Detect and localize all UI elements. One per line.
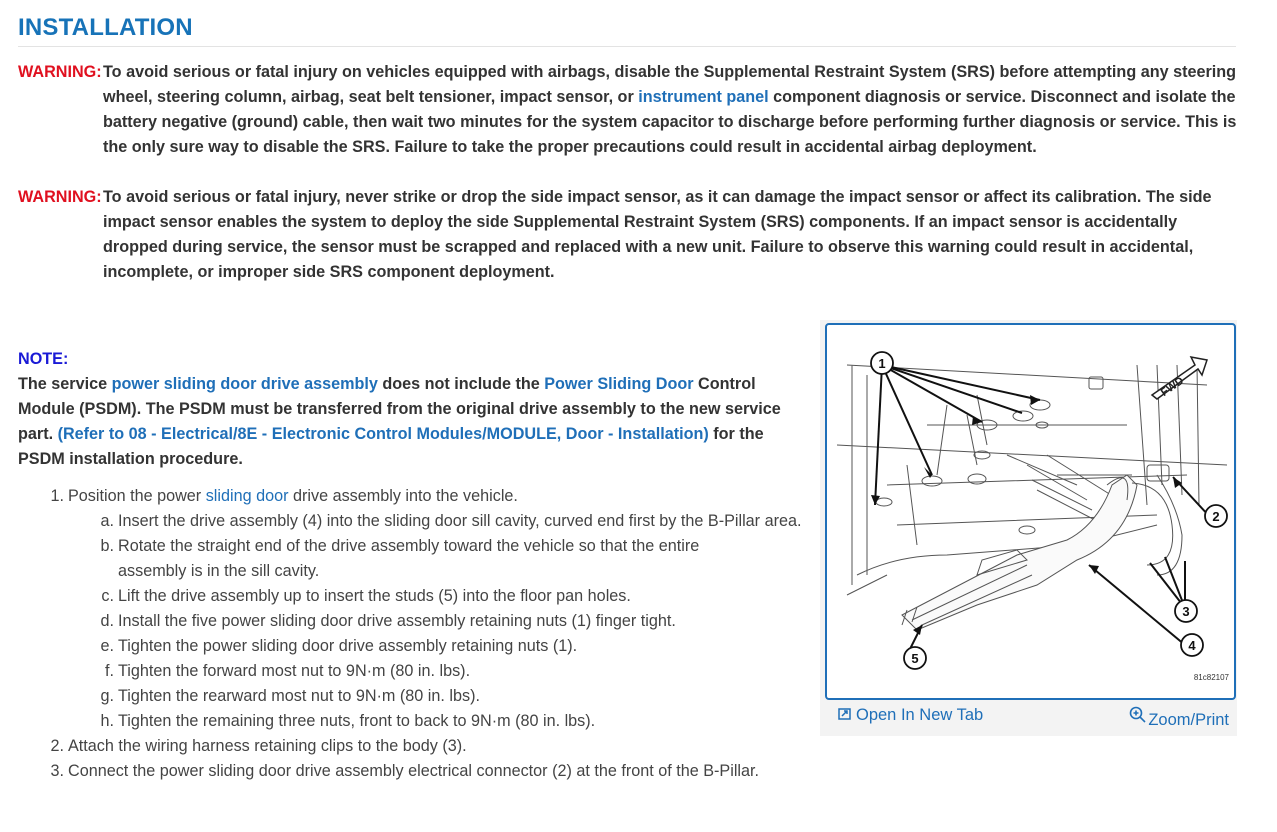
figure-frame[interactable]	[825, 323, 1236, 700]
svg-text:1: 1	[878, 356, 886, 371]
note-block: NOTE: The service power sliding door drive assembly does not include the Power Sliding Door Control Module (PSDM). The PSDM must be transferred from the original drive assembly to the new service part. (Refer to 08 - Electrical/8E - Electronic Control Modules/MODULE, Door - Installation) for the PSDM installation procedure.	[18, 347, 808, 472]
power-sliding-door-drive-assembly-link[interactable]: power sliding door drive assembly	[111, 375, 378, 393]
warning-text: To avoid serious or fatal injury, never strike or drop the side impact sensor, as it can damage the impact sensor or affect its calibration. The side impact sensor enables the system to deploy the side Supplemental Restraint System (SRS) components. If an impact sensor is accidentally dropped during service, the sensor must be scrapped and replaced with a new unit. Failure to observe this warning could result in accidental, incomplete, or improper side SRS component deployment.	[103, 188, 1212, 281]
list-item: 2. Attach the wiring harness retaining clips to the body (3).	[50, 737, 467, 755]
svg-text:5: 5	[911, 651, 919, 666]
forward-arrow-icon	[1152, 357, 1207, 399]
note-label: NOTE:	[18, 350, 69, 368]
drive-assembly-diagram	[827, 325, 1234, 698]
callout-4	[1181, 634, 1203, 656]
svg-text:4: 4	[1188, 638, 1196, 653]
figure-code: 81c82107	[1193, 673, 1229, 682]
sliding-door-link[interactable]: sliding door	[205, 487, 289, 505]
callout-2	[1205, 505, 1227, 527]
list-item: d. Install the five power sliding door drive assembly retaining nuts (1) finger tight.	[100, 612, 676, 630]
list-item: c. Lift the drive assembly up to insert the studs (5) into the floor pan holes.	[101, 587, 631, 605]
list-item: b. Rotate the straight end of the drive assembly toward the vehicle so that the entire assembly is in the sill cavity.	[100, 537, 700, 580]
list-item: 1. Position the power sliding door drive assembly into the vehicle.	[50, 487, 518, 505]
procedure-steps	[18, 484, 838, 784]
list-item: f. Tighten the forward most nut to 9N·m (80 in. lbs).	[105, 662, 471, 680]
warning-text: To avoid serious or fatal injury on vehicles equipped with airbags, disable the Supplemental Restraint System (SRS) before attempting any steering wheel, steering column, airbag, seat belt tensioner, impact sensor, or instrument panel component diagnosis or service. Disconnect and isolate the battery negative (ground) cable, then wait two minutes for the system capacitor to discharge before performing further diagnosis or service. This is the only sure way to disable the SRS. Failure to take the proper precautions could result in accidental airbag deployment.	[103, 63, 1237, 156]
list-item: g. Tighten the rearward most nut to 9N·m (80 in. lbs).	[100, 687, 480, 705]
installation-figure	[820, 320, 1237, 736]
psdm-installation-reference-link[interactable]: (Refer to 08 - Electrical/8E - Electronic Control Modules/MODULE, Door - Installation)	[57, 425, 709, 443]
page-title: INSTALLATION	[18, 14, 1236, 47]
list-item: 3. Connect the power sliding door drive assembly electrical connector (2) at the front of the B-Pillar.	[50, 762, 760, 780]
callout-1	[871, 352, 893, 374]
warning-label: WARNING:	[18, 63, 102, 81]
open-in-new-tab-button[interactable]: Open In New Tab	[838, 706, 983, 725]
figure-actions	[820, 702, 1237, 732]
list-item: h. Tighten the remaining three nuts, front to back to 9N·m (80 in. lbs).	[100, 712, 596, 730]
warning-label: WARNING:	[18, 188, 102, 206]
list-item: a. Insert the drive assembly (4) into the sliding door sill cavity, curved end first by the B-Pillar area.	[100, 512, 802, 530]
svg-text:3: 3	[1182, 604, 1190, 619]
callout-3	[1175, 600, 1197, 622]
list-item: e. Tighten the power sliding door drive assembly retaining nuts (1).	[100, 637, 578, 655]
power-sliding-door-link[interactable]: Power Sliding Door	[544, 375, 694, 393]
open-external-icon	[838, 707, 852, 721]
warning-impact-sensor	[18, 185, 1243, 285]
warning-srs	[18, 60, 1243, 160]
instrument-panel-link[interactable]: instrument panel	[638, 88, 769, 106]
zoom-print-button[interactable]: Zoom/Print	[1129, 706, 1229, 730]
svg-text:2: 2	[1212, 509, 1220, 524]
svg-text:FWD: FWD	[1158, 374, 1187, 399]
callout-5	[904, 647, 926, 669]
magnifier-plus-icon	[1129, 706, 1147, 724]
